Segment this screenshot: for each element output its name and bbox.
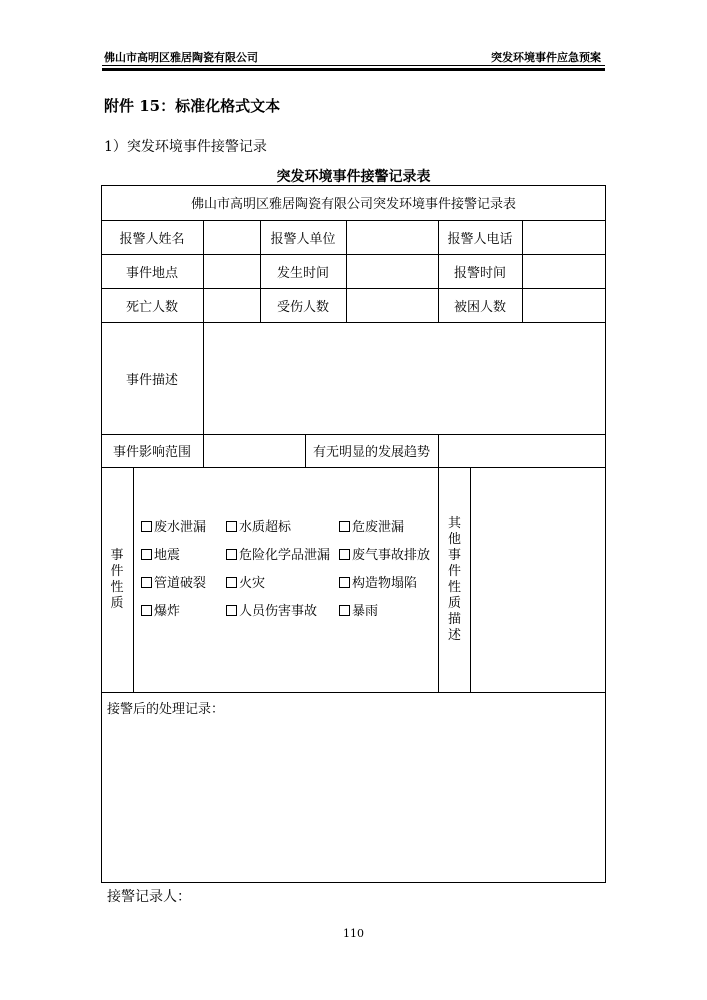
option-wastewater-leak[interactable]: 废水泄漏 — [141, 516, 206, 535]
label-reporter-phone: 报警人电话 — [447, 231, 513, 247]
label-report-time: 报警时间 — [453, 265, 506, 281]
input-occurrence-time[interactable] — [347, 254, 438, 288]
checkbox-icon[interactable] — [339, 549, 350, 560]
input-development-trend[interactable] — [439, 434, 605, 467]
label-deaths: 死亡人数 — [125, 299, 178, 315]
option-water-exceed[interactable]: 水质超标 — [226, 516, 291, 535]
checkbox-icon[interactable] — [339, 577, 350, 588]
label-injured: 受伤人数 — [276, 299, 329, 315]
label-other-nature-description: 其 他 事 件 性 质 描 述 — [447, 515, 461, 643]
checkbox-icon[interactable] — [141, 549, 152, 560]
input-injured[interactable] — [347, 288, 438, 322]
label-development-trend: 有无明显的发展趋势 — [312, 445, 430, 460]
label-reporter-name: 报警人姓名 — [119, 231, 185, 247]
option-earthquake[interactable]: 地震 — [141, 544, 180, 563]
option-gas-emission[interactable]: 废气事故排放 — [339, 544, 430, 563]
option-pipe-rupture[interactable]: 管道破裂 — [141, 572, 206, 591]
form-banner: 佛山市高明区雅居陶瓷有限公司突发环境事件接警记录表 — [190, 197, 516, 212]
input-deaths[interactable] — [204, 288, 260, 322]
header-doc-title: 突发环境事件应急预案 — [491, 51, 601, 64]
option-explosion[interactable]: 爆炸 — [141, 600, 180, 619]
option-structure-collapse[interactable]: 构造物塌陷 — [339, 572, 417, 591]
attachment-heading: 附件 15：标准化格式文本 — [104, 97, 281, 115]
input-other-nature-description[interactable] — [471, 467, 605, 692]
checkbox-icon[interactable] — [141, 605, 152, 616]
label-recorder: 接警记录人： — [107, 889, 191, 905]
checkbox-icon[interactable] — [226, 521, 237, 532]
page-number: 110 — [343, 927, 364, 940]
input-after-record[interactable] — [102, 718, 605, 882]
option-fire[interactable]: 火灾 — [226, 572, 265, 591]
checkbox-icon[interactable] — [226, 549, 237, 560]
checkbox-icon[interactable] — [339, 521, 350, 532]
option-hazwaste-leak[interactable]: 危废泄漏 — [339, 516, 404, 535]
label-event-description: 事件描述 — [125, 372, 178, 388]
checkbox-icon[interactable] — [339, 605, 350, 616]
input-reporter-unit[interactable] — [347, 220, 438, 254]
label-trapped: 被困人数 — [453, 299, 506, 315]
label-after-record: 接警后的处理记录： — [107, 702, 225, 717]
header-company: 佛山市高明区雅居陶瓷有限公司 — [104, 51, 258, 64]
option-rainstorm[interactable]: 暴雨 — [339, 600, 378, 619]
option-chemical-leak[interactable]: 危险化学品泄漏 — [226, 544, 330, 563]
input-impact-range[interactable] — [204, 434, 305, 467]
checkbox-icon[interactable] — [226, 605, 237, 616]
label-reporter-unit: 报警人单位 — [270, 231, 336, 247]
option-personal-injury[interactable]: 人员伤害事故 — [226, 600, 317, 619]
input-trapped[interactable] — [523, 288, 605, 322]
checkbox-icon[interactable] — [226, 577, 237, 588]
label-occurrence-time: 发生时间 — [276, 265, 329, 281]
label-event-location: 事件地点 — [125, 265, 178, 281]
input-event-location[interactable] — [204, 254, 260, 288]
section-heading: 1）突发环境事件接警记录 — [104, 139, 267, 155]
table-title: 突发环境事件接警记录表 — [276, 169, 431, 185]
input-report-time[interactable] — [523, 254, 605, 288]
label-event-nature: 事 件 性 质 — [110, 547, 124, 611]
input-event-description[interactable] — [204, 322, 605, 434]
input-reporter-name[interactable] — [204, 220, 260, 254]
label-impact-range: 事件影响范围 — [112, 445, 191, 460]
checkbox-icon[interactable] — [141, 521, 152, 532]
checkbox-icon[interactable] — [141, 577, 152, 588]
input-reporter-phone[interactable] — [523, 220, 605, 254]
